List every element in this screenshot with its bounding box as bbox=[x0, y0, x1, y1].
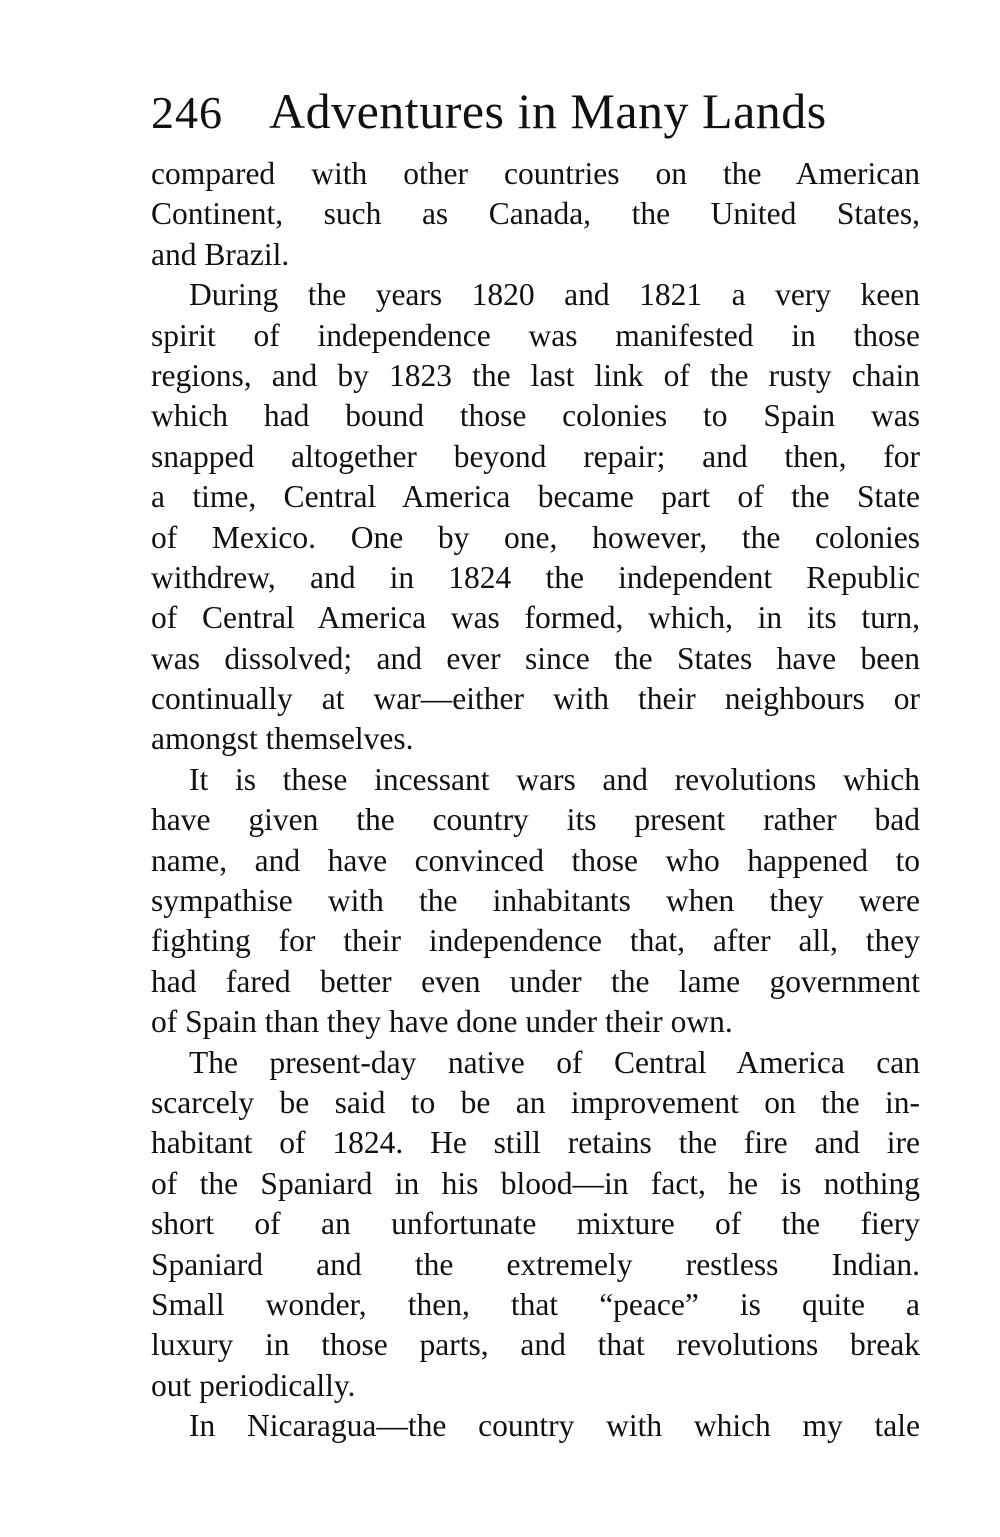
text-line: Small wonder, then, that “peace” is quite a bbox=[151, 1286, 920, 1322]
text-line: of Spain than they have done under their own. bbox=[151, 1004, 733, 1040]
page-header bbox=[151, 82, 920, 144]
text-line: amongst themselves. bbox=[151, 721, 414, 757]
text-line: have given the country its present rather bad bbox=[151, 802, 920, 838]
text-line: and Brazil. bbox=[151, 236, 290, 272]
running-head: Adventures in Many Lands bbox=[269, 83, 827, 139]
page-number: 246 bbox=[151, 87, 223, 138]
text-line: During the years 1820 and 1821 a very keen bbox=[189, 277, 920, 313]
text-line: Continent, such as Canada, the United States, bbox=[151, 196, 920, 232]
text-line: Spaniard and the extremely restless Indian. bbox=[151, 1246, 920, 1282]
text-line: of Mexico. One by one, however, the colonies bbox=[151, 519, 920, 555]
text-line: which had bound those colonies to Spain was bbox=[151, 398, 920, 434]
text-line: In Nicaragua—the country with which my tale bbox=[189, 1408, 920, 1444]
text-line: spirit of independence was manifested in those bbox=[151, 317, 920, 353]
text-line: scarcely be said to be an improvement on the in- bbox=[151, 1084, 920, 1120]
text-line: short of an unfortunate mixture of the fiery bbox=[151, 1206, 920, 1242]
text-line: name, and have convinced those who happened to bbox=[151, 842, 920, 878]
text-line: compared with other countries on the American bbox=[151, 156, 920, 191]
text-line: The present-day native of Central America can bbox=[189, 1044, 920, 1080]
text-line: regions, and by 1823 the last link of the rusty chain bbox=[151, 357, 920, 393]
text-line: a time, Central America became part of the State bbox=[151, 479, 920, 515]
text-line: of Central America was formed, which, in its turn, bbox=[151, 600, 920, 636]
text-line: continually at war—either with their neighbours or bbox=[151, 681, 920, 717]
text-line: fighting for their independence that, after all, they bbox=[151, 923, 920, 959]
text-line: of the Spaniard in his blood—in fact, he is nothing bbox=[151, 1165, 920, 1201]
text-line: habitant of 1824. He still retains the fire and ire bbox=[151, 1125, 920, 1161]
text-line: luxury in those parts, and that revolutions break bbox=[151, 1327, 920, 1363]
book-page bbox=[151, 82, 920, 1447]
text-line: was dissolved; and ever since the States have been bbox=[151, 640, 920, 676]
body-text bbox=[151, 154, 920, 1447]
text-line: snapped altogether beyond repair; and then, for bbox=[151, 438, 920, 474]
text-line: It is these incessant wars and revolutions which bbox=[189, 761, 920, 797]
text-line: out periodically. bbox=[151, 1367, 356, 1403]
text-line: had fared better even under the lame government bbox=[151, 963, 920, 999]
text-line: sympathise with the inhabitants when they were bbox=[151, 883, 920, 919]
text-line: withdrew, and in 1824 the independent Republic bbox=[151, 559, 920, 595]
